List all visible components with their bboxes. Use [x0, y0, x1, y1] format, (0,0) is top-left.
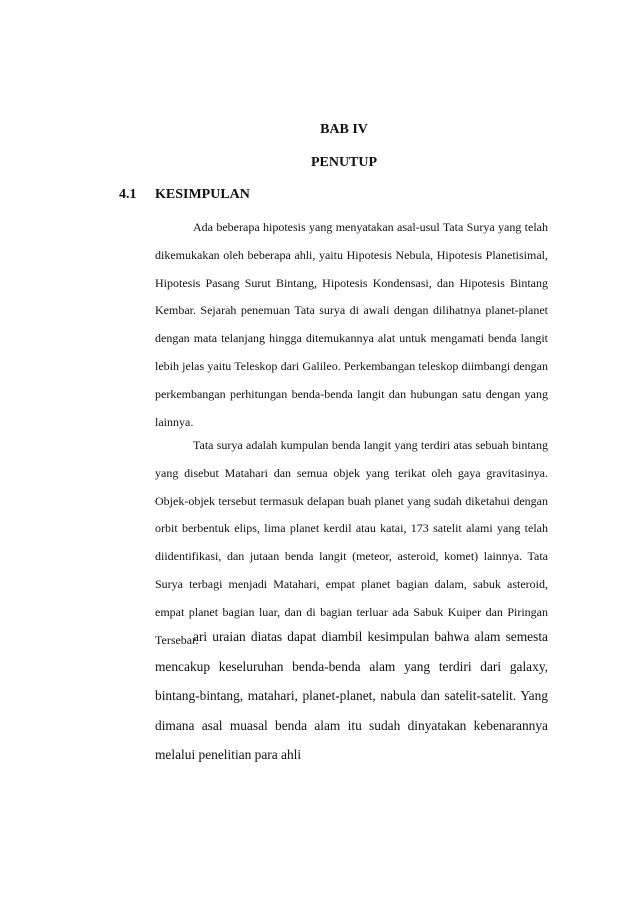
paragraph-3-block: [155, 622, 548, 770]
section-heading: [119, 187, 250, 203]
paragraph: Ada beberapa hipotesis yang menyatakan asal-usul Tata Surya yang telah dikemukakan oleh beberapa ahli, yaitu Hipotesis Nebula, Hipotesis Planetisimal, Hipotesis Pasang Surut Bintang, Hipotesis Kondensasi, dan Hipotesis Bintang Kembar. Sejarah penemuan Tata surya di awali dengan dilihatnya planet-planet dengan mata telanjang hingga ditemukannya alat untuk mengamati benda langit lebih jelas yaitu Teleskop dari Galileo. Perkembangan teleskop diimbangi dengan perkembangan perhitungan benda-benda langit dan hubungan satu dengan yang lainnya.: [155, 220, 548, 429]
paragraph: ari uraian diatas dapat diambil kesimpulan bahwa alam semesta mencakup keseluruhan benda-benda alam yang terdiri dari galaxy, bintang-bintang, matahari, planet-planet, nabula dan satelit-satelit. Yang dimana asal muasal benda alam itu sudah dinyatakan kebenarannya melalui penelitian para ahli: [155, 629, 548, 762]
paragraph-1-block: [155, 214, 548, 436]
section-title: KESIMPULAN: [155, 187, 250, 202]
paragraph: Tata surya adalah kumpulan benda langit yang terdiri atas sebuah bintang yang disebut Matahari dan semua objek yang terikat oleh gaya gravitasinya. Objek-objek tersebut termasuk delapan buah planet yang sudah diketahui dengan orbit berbentuk elips, lima planet kerdil atau katai, 173 satelit alami yang telah diidentifikasi, dan jutaan benda langit (meteor, asteroid, komet) lainnya. Tata Surya terbagi menjadi Matahari, empat planet bagian dalam, sabuk asteroid, empat planet bagian luar, dan di bagian terluar ada Sabuk Kuiper dan Piringan Tersebar.: [155, 438, 548, 647]
chapter-title: PENUTUP: [310, 155, 378, 170]
chapter-label: BAB IV: [320, 122, 368, 137]
section-number: 4.1: [119, 187, 137, 202]
